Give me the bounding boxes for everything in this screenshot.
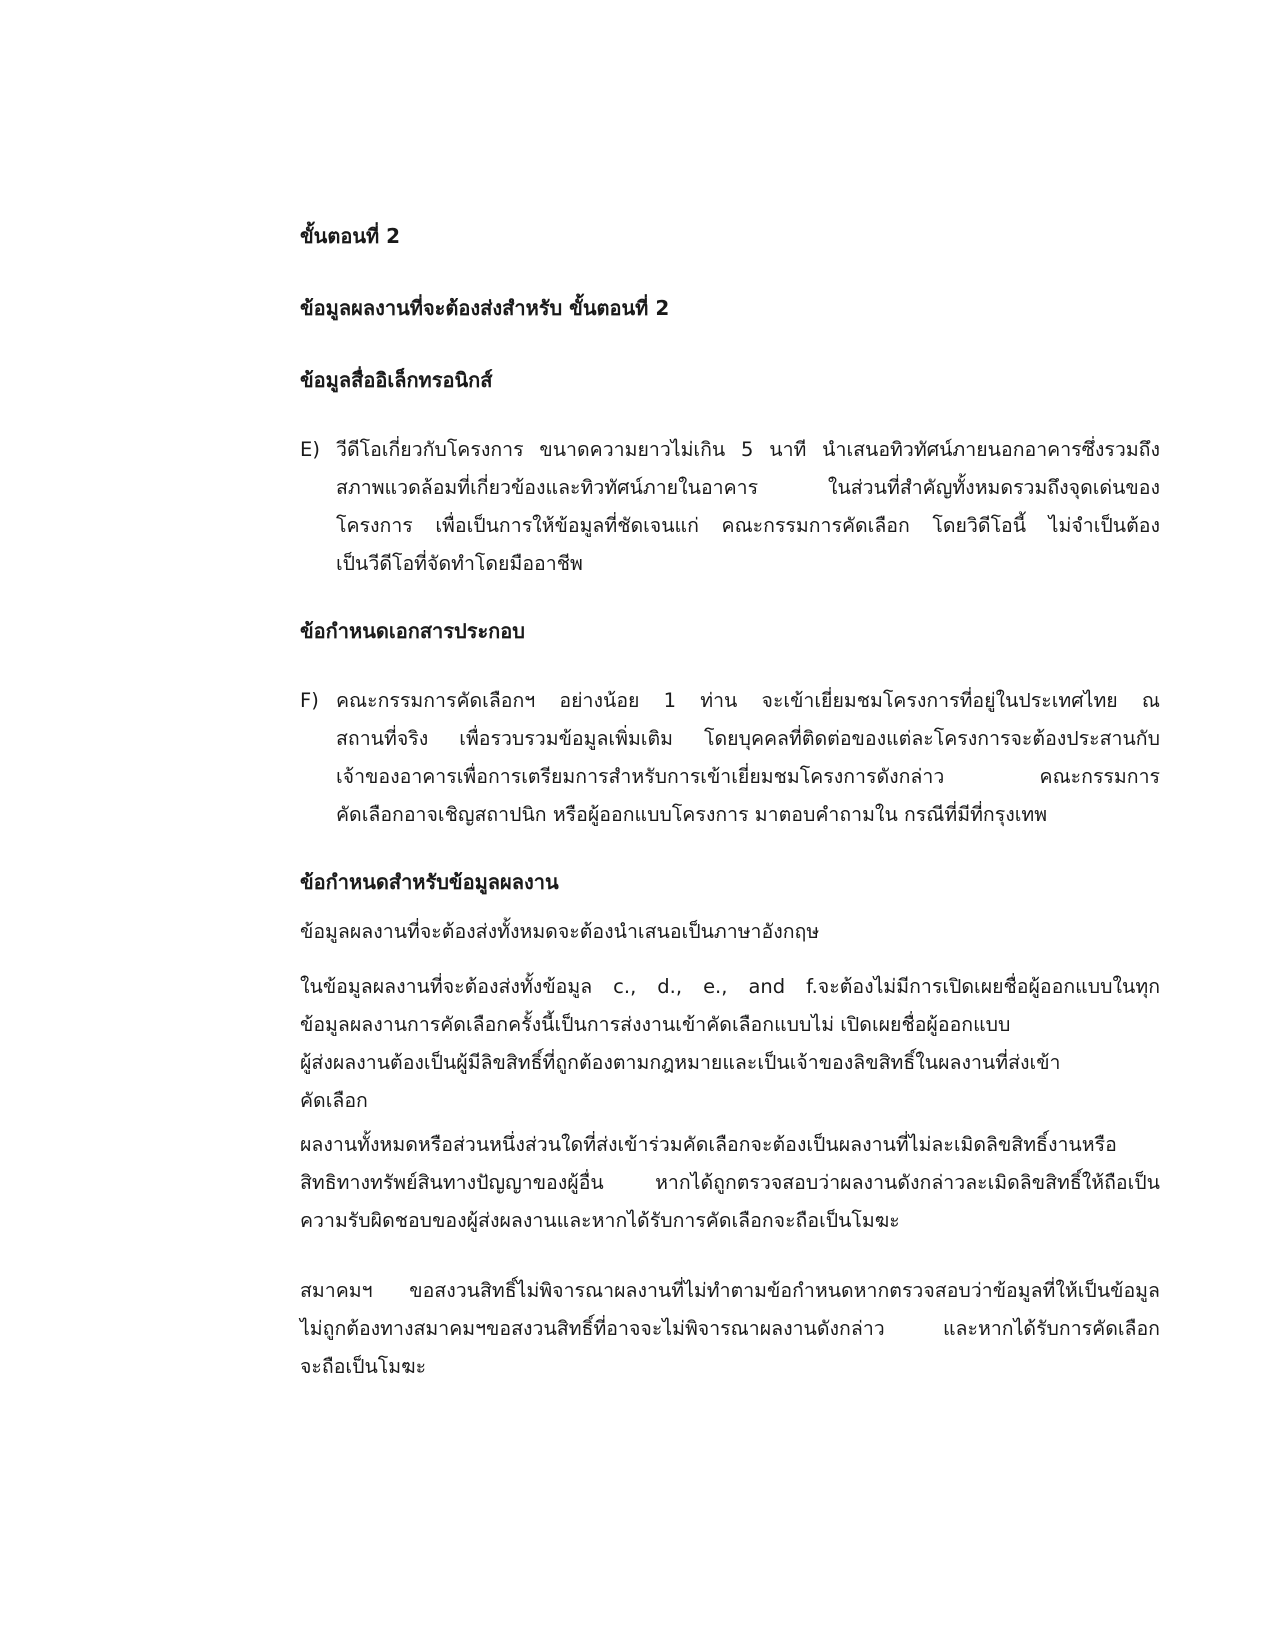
text-line: สมาคมฯ ขอสงวนสิทธิ์ไม่พิจารณาผลงานที่ไม่ทำตามข้อกำหนดหากตรวจสอบว่าข้อมูลที่ให้เป็นข้อมูล: [300, 1279, 1160, 1302]
text-line: ความรับผิดชอบของผู้ส่งผลงานและหากได้รับการคัดเลือกจะถือเป็นโมฆะ: [300, 1209, 900, 1232]
text-line: ผลงานทั้งหมดหรือส่วนหนึ่งส่วนใดที่ส่งเข้าร่วมคัดเลือกจะต้องเป็นผลงานที่ไม่ละเมิดลิขสิทธิ์งานหรือ: [300, 1133, 1117, 1156]
heading-electronic-media: ข้อมูลสื่ออิเล็กทรอนิกส์: [300, 368, 493, 392]
list-marker-f: F): [300, 689, 319, 712]
paragraph-rights-reserved: [300, 1272, 1160, 1386]
text-line: โครงการ เพื่อเป็นการให้ข้อมูลที่ชัดเจนแก่ คณะกรรมการคัดเลือก โดยวิดีโอนี้ ไม่จำเป็นต้อง: [336, 514, 1160, 537]
text-line: สิทธิทางทรัพย์สินทางปัญญาของผู้อื่น หากได้ถูกตรวจสอบว่าผลงานดังกล่าวละเมิดลิขสิทธิ์ให้ถือเป็น: [300, 1171, 1160, 1194]
text-line: เจ้าของอาคารเพื่อการเตรียมการสำหรับการเข้าเยี่ยมชมโครงการดังกล่าว คณะกรรมการ: [336, 765, 1160, 788]
list-item-e: [300, 431, 1160, 583]
text-line: ในข้อมูลผลงานที่จะต้องส่งทั้งข้อมูล c., d., e., and f.จะต้องไม่มีการเปิดเผยชื่อผู้ออกแบบในทุก: [300, 975, 1160, 998]
text-line: ผู้ส่งผลงานต้องเป็นผู้มีลิขสิทธิ์ที่ถูกต้องตามกฎหมายและเป็นเจ้าของลิขสิทธิ์ในผลงานที่ส่งเข้า: [300, 1051, 1061, 1074]
heading-step: ขั้นตอนที่ 2: [300, 224, 401, 248]
list-item-e-text: [336, 431, 1160, 583]
heading-submission-info: ข้อมูลผลงานที่จะต้องส่งสำหรับ ขั้นตอนที่ 2: [300, 296, 670, 320]
text-line: คณะกรรมการคัดเลือกฯ อย่างน้อย 1 ท่าน จะเข้าเยี่ยมชมโครงการที่อยู่ในประเทศไทย ณ: [336, 689, 1160, 712]
paragraph-anonymous: [300, 968, 1160, 1120]
list-item-f-text: [336, 682, 1160, 834]
text-line: ข้อมูลผลงานการคัดเลือกครั้งนี้เป็นการส่งงานเข้าคัดเลือกแบบไม่ เปิดเผยชื่อผู้ออกแบบ: [300, 1013, 1011, 1036]
heading-submission-rules: ข้อกำหนดสำหรับข้อมูลผลงาน: [300, 870, 559, 894]
text-line: วีดีโอเกี่ยวกับโครงการ ขนาดความยาวไม่เกิน 5 นาที นำเสนอทิวทัศน์ภายนอกอาคารซึ่งรวมถึง: [336, 438, 1160, 461]
paragraph-language: [300, 913, 1160, 951]
text-line: ไม่ถูกต้องทางสมาคมฯขอสงวนสิทธิ์ที่อาจจะไม่พิจารณาผลงานดังกล่าว และหากได้รับการคัดเลือก: [300, 1317, 1160, 1340]
list-item-f: [300, 682, 1160, 834]
heading-supporting-docs: ข้อกำหนดเอกสารประกอบ: [300, 619, 525, 643]
paragraph-copyright: [300, 1126, 1160, 1240]
text-line: สภาพแวดล้อมที่เกี่ยวข้องและทิวทัศน์ภายในอาคาร ในส่วนที่สำคัญทั้งหมดรวมถึงจุดเด่นของ: [336, 476, 1160, 499]
text-line: สถานที่จริง เพื่อรวบรวมข้อมูลเพิ่มเติม โดยบุคคลที่ติดต่อของแต่ละโครงการจะต้องประสานกับ: [336, 727, 1160, 750]
text-line: เป็นวีดีโอที่จัดทำโดยมืออาชีพ: [336, 552, 583, 575]
text-line: จะถือเป็นโมฆะ: [300, 1355, 427, 1378]
text-line: คัดเลือก: [300, 1089, 368, 1112]
list-marker-e: E): [300, 438, 320, 461]
text-line: ข้อมูลผลงานที่จะต้องส่งทั้งหมดจะต้องนำเสนอเป็นภาษาอังกฤษ: [300, 920, 820, 943]
text-line: คัดเลือกอาจเชิญสถาปนิก หรือผู้ออกแบบโครงการ มาตอบคำถามใน กรณีที่มีที่กรุงเทพ: [336, 803, 1048, 826]
